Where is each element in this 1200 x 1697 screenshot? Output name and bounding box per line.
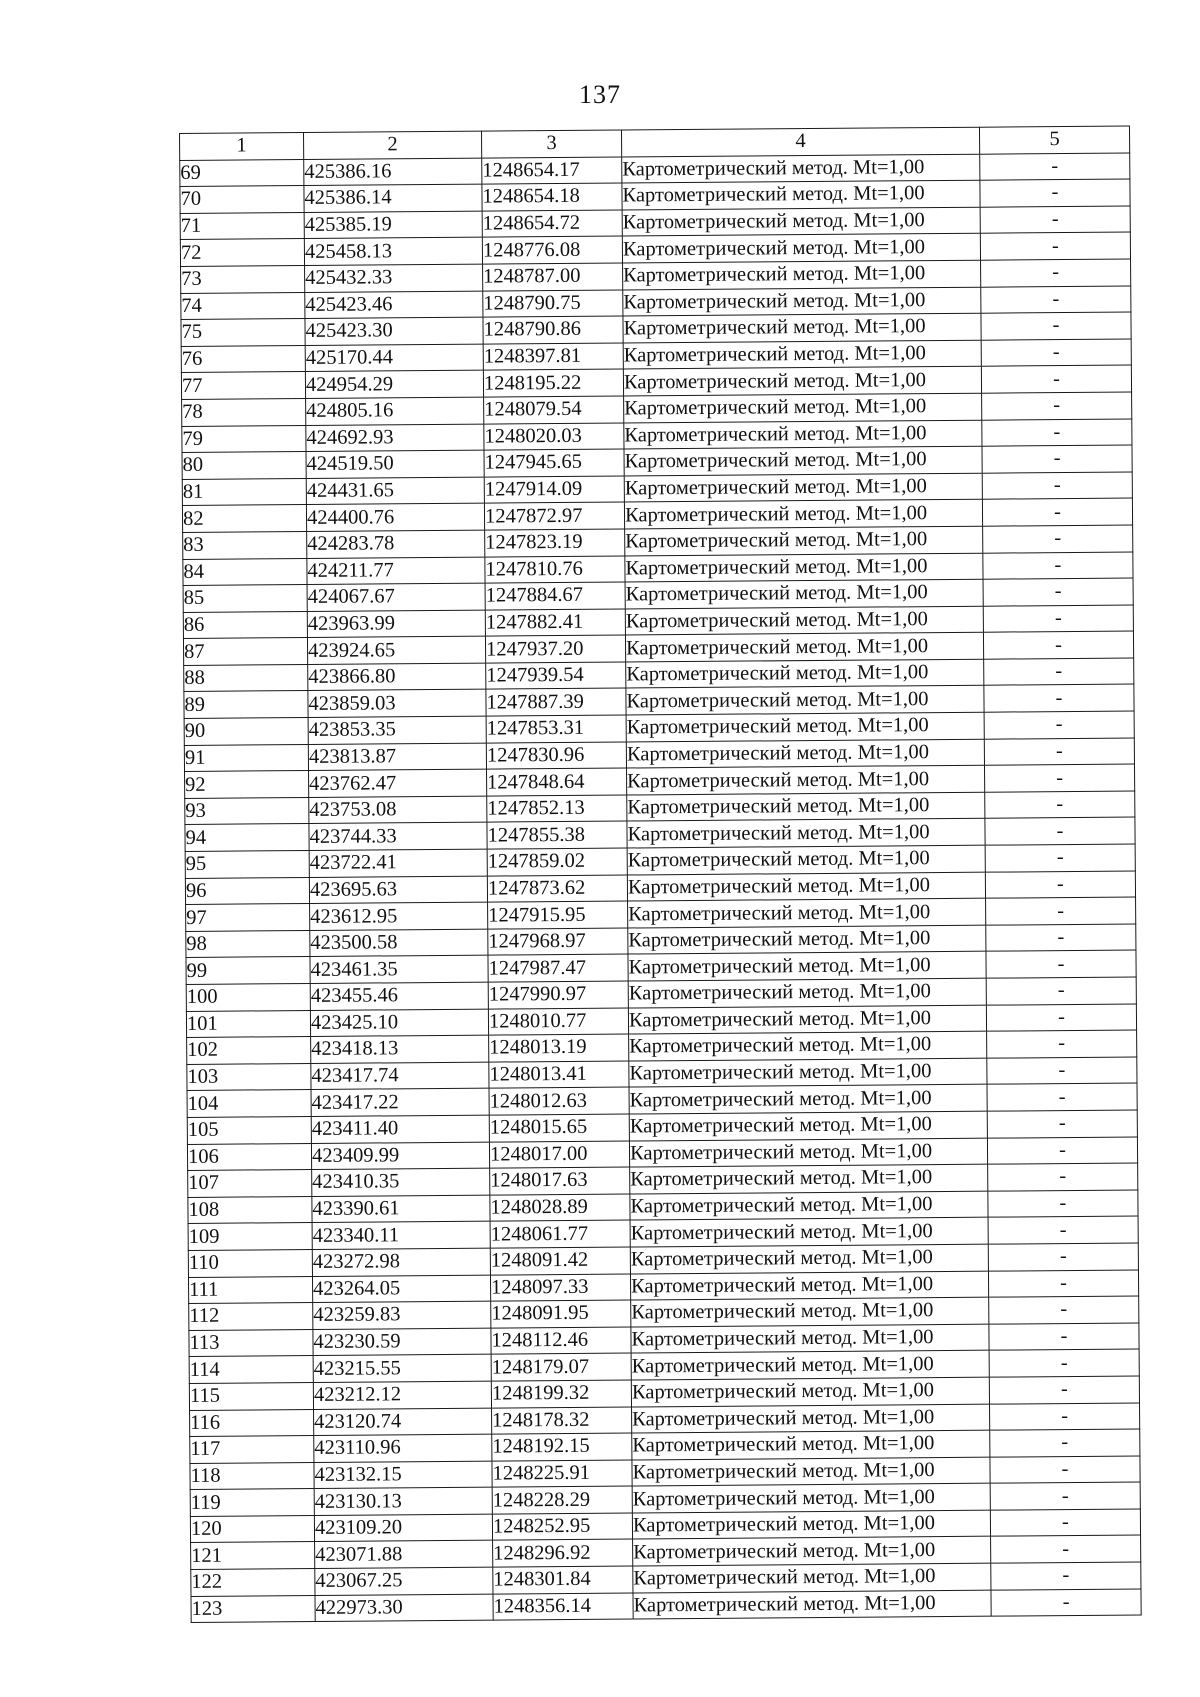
note-cell: - <box>988 1190 1138 1218</box>
y-coordinate-cell: 1248179.07 <box>491 1353 631 1381</box>
note-cell: - <box>991 1535 1141 1563</box>
x-coordinate-cell: 423753.08 <box>309 796 487 824</box>
point-number-cell: 117 <box>190 1436 314 1464</box>
method-cell: Картометрический метод. Mt=1,00 <box>629 1085 987 1114</box>
method-cell: Картометрический метод. Mt=1,00 <box>627 872 985 901</box>
y-coordinate-cell: 1248079.54 <box>484 396 624 424</box>
x-coordinate-cell: 423417.22 <box>311 1088 489 1116</box>
point-number-cell: 76 <box>181 345 305 373</box>
note-cell: - <box>980 153 1130 181</box>
point-number-cell: 88 <box>184 664 308 692</box>
y-coordinate-cell: 1247830.96 <box>486 742 626 770</box>
note-cell: - <box>982 498 1132 526</box>
note-cell: - <box>984 738 1134 766</box>
header-cell-2: 2 <box>304 131 482 159</box>
point-number-cell: 74 <box>181 292 305 320</box>
x-coordinate-cell: 423071.88 <box>315 1541 493 1569</box>
point-number-cell: 92 <box>185 771 309 799</box>
point-number-cell: 113 <box>189 1329 313 1357</box>
method-cell: Картометрический метод. Mt=1,00 <box>622 207 980 236</box>
note-cell: - <box>986 924 1136 952</box>
method-cell: Картометрический метод. Mt=1,00 <box>624 393 982 422</box>
coordinates-table <box>179 126 1142 1624</box>
point-number-cell: 100 <box>186 983 310 1011</box>
note-cell: - <box>984 658 1134 686</box>
coordinates-table-container <box>179 126 1141 1624</box>
point-number-cell: 112 <box>189 1303 313 1331</box>
method-cell: Картометрический метод. Mt=1,00 <box>627 819 985 848</box>
x-coordinate-cell: 423212.12 <box>313 1381 491 1409</box>
method-cell: Картометрический метод. Mt=1,00 <box>632 1510 990 1539</box>
point-number-cell: 69 <box>180 159 304 187</box>
point-number-cell: 116 <box>190 1409 314 1437</box>
note-cell: - <box>986 977 1136 1005</box>
point-number-cell: 109 <box>188 1223 312 1251</box>
point-number-cell: 77 <box>181 372 305 400</box>
y-coordinate-cell: 1248012.63 <box>489 1087 629 1115</box>
method-cell: Картометрический метод. Mt=1,00 <box>626 686 984 715</box>
x-coordinate-cell: 423130.13 <box>314 1487 492 1515</box>
note-cell: - <box>981 312 1131 340</box>
method-cell: Картометрический метод. Mt=1,00 <box>623 313 981 342</box>
x-coordinate-cell: 423411.40 <box>311 1115 489 1143</box>
point-number-cell: 115 <box>189 1382 313 1410</box>
note-cell: - <box>980 206 1130 234</box>
y-coordinate-cell: 1247859.02 <box>487 848 627 876</box>
point-number-cell: 111 <box>188 1276 312 1304</box>
table-body <box>180 153 1141 1623</box>
method-cell: Картометрический метод. Mt=1,00 <box>631 1297 989 1326</box>
x-coordinate-cell: 423924.65 <box>307 636 485 664</box>
note-cell: - <box>982 392 1132 420</box>
note-cell: - <box>985 817 1135 845</box>
x-coordinate-cell: 423500.58 <box>310 929 488 957</box>
x-coordinate-cell: 423455.46 <box>310 982 488 1010</box>
method-cell: Картометрический метод. Mt=1,00 <box>622 180 980 209</box>
note-cell: - <box>988 1163 1138 1191</box>
note-cell: - <box>988 1216 1138 1244</box>
point-number-cell: 90 <box>184 718 308 746</box>
x-coordinate-cell: 425432.33 <box>305 264 483 292</box>
y-coordinate-cell: 1248017.63 <box>490 1167 630 1195</box>
note-cell: - <box>985 791 1135 819</box>
y-coordinate-cell: 1248010.77 <box>488 1008 628 1036</box>
point-number-cell: 119 <box>190 1489 314 1517</box>
point-number-cell: 120 <box>190 1515 314 1543</box>
method-cell: Картометрический метод. Mt=1,00 <box>632 1483 990 1512</box>
method-cell: Картометрический метод. Mt=1,00 <box>631 1350 989 1379</box>
x-coordinate-cell: 423272.98 <box>312 1248 490 1276</box>
x-coordinate-cell: 423762.47 <box>309 769 487 797</box>
note-cell: - <box>990 1509 1140 1537</box>
y-coordinate-cell: 1248252.95 <box>492 1513 632 1541</box>
y-coordinate-cell: 1248199.32 <box>491 1380 631 1408</box>
method-cell: Картометрический метод. Mt=1,00 <box>623 340 981 369</box>
y-coordinate-cell: 1248787.00 <box>483 263 623 291</box>
y-coordinate-cell: 1248654.72 <box>482 210 622 238</box>
point-number-cell: 72 <box>180 239 304 267</box>
point-number-cell: 87 <box>183 638 307 666</box>
x-coordinate-cell: 423230.59 <box>313 1328 491 1356</box>
note-cell: - <box>989 1296 1139 1324</box>
point-number-cell: 89 <box>184 691 308 719</box>
x-coordinate-cell: 423410.35 <box>312 1168 490 1196</box>
note-cell: - <box>982 472 1132 500</box>
x-coordinate-cell: 423853.35 <box>308 716 486 744</box>
y-coordinate-cell: 1248225.91 <box>492 1460 632 1488</box>
header-cell-5: 5 <box>979 126 1129 154</box>
method-cell: Картометрический метод. Mt=1,00 <box>630 1218 988 1247</box>
method-cell: Картометрический метод. Mt=1,00 <box>626 712 984 741</box>
y-coordinate-cell: 1247884.67 <box>485 582 625 610</box>
x-coordinate-cell: 423109.20 <box>314 1514 492 1542</box>
method-cell: Картометрический метод. Mt=1,00 <box>623 260 981 289</box>
y-coordinate-cell: 1248356.14 <box>493 1593 633 1621</box>
x-coordinate-cell: 423866.80 <box>308 663 486 691</box>
y-coordinate-cell: 1247855.38 <box>487 821 627 849</box>
y-coordinate-cell: 1248790.75 <box>483 290 623 318</box>
point-number-cell: 75 <box>181 319 305 347</box>
point-number-cell: 121 <box>191 1542 315 1570</box>
page-number: 137 <box>579 80 621 109</box>
method-cell: Картометрический метод. Mt=1,00 <box>625 632 983 661</box>
y-coordinate-cell: 1247873.62 <box>487 875 627 903</box>
method-cell: Картометрический метод. Mt=1,00 <box>625 606 983 635</box>
y-coordinate-cell: 1248028.89 <box>490 1194 630 1222</box>
method-cell: Картометрический метод. Mt=1,00 <box>624 420 982 449</box>
note-cell: - <box>987 1137 1137 1165</box>
y-coordinate-cell: 1247990.97 <box>488 981 628 1009</box>
x-coordinate-cell: 424519.50 <box>306 450 484 478</box>
method-cell: Картометрический метод. Mt=1,00 <box>622 154 980 183</box>
point-number-cell: 104 <box>187 1090 311 1118</box>
note-cell: - <box>980 179 1130 207</box>
x-coordinate-cell: 424692.93 <box>306 424 484 452</box>
y-coordinate-cell: 1248790.86 <box>483 316 623 344</box>
point-number-cell: 91 <box>184 744 308 772</box>
point-number-cell: 80 <box>182 452 306 480</box>
point-number-cell: 94 <box>185 824 309 852</box>
note-cell: - <box>985 844 1135 872</box>
x-coordinate-cell: 423120.74 <box>314 1408 492 1436</box>
x-coordinate-cell: 425423.46 <box>305 291 483 319</box>
point-number-cell: 85 <box>183 585 307 613</box>
method-cell: Картометрический метод. Mt=1,00 <box>630 1271 988 1300</box>
y-coordinate-cell: 1247823.19 <box>485 529 625 557</box>
method-cell: Картометрический метод. Mt=1,00 <box>627 792 985 821</box>
y-coordinate-cell: 1248015.65 <box>489 1114 629 1142</box>
y-coordinate-cell: 1248013.41 <box>489 1061 629 1089</box>
x-coordinate-cell: 424431.65 <box>306 477 484 505</box>
y-coordinate-cell: 1247882.41 <box>485 609 625 637</box>
method-cell: Картометрический метод. Mt=1,00 <box>632 1404 990 1433</box>
method-cell: Картометрический метод. Mt=1,00 <box>628 978 986 1007</box>
point-number-cell: 78 <box>182 398 306 426</box>
method-cell: Картометрический метод. Mt=1,00 <box>629 1058 987 1087</box>
method-cell: Картометрический метод. Mt=1,00 <box>633 1537 991 1566</box>
note-cell: - <box>983 605 1133 633</box>
x-coordinate-cell: 423067.25 <box>315 1567 493 1595</box>
x-coordinate-cell: 422973.30 <box>315 1594 493 1622</box>
note-cell: - <box>983 525 1133 553</box>
y-coordinate-cell: 1248112.46 <box>491 1327 631 1355</box>
x-coordinate-cell: 425386.14 <box>304 184 482 212</box>
x-coordinate-cell: 423259.83 <box>313 1301 491 1329</box>
method-cell: Картометрический метод. Mt=1,00 <box>628 898 986 927</box>
method-cell: Картометрический метод. Mt=1,00 <box>622 234 980 263</box>
method-cell: Картометрический метод. Mt=1,00 <box>623 287 981 316</box>
point-number-cell: 105 <box>187 1116 311 1144</box>
y-coordinate-cell: 1247914.09 <box>484 476 624 504</box>
note-cell: - <box>983 631 1133 659</box>
point-number-cell: 96 <box>185 877 309 905</box>
x-coordinate-cell: 423963.99 <box>307 610 485 638</box>
note-cell: - <box>981 286 1131 314</box>
y-coordinate-cell: 1248192.15 <box>492 1433 632 1461</box>
x-coordinate-cell: 423215.55 <box>313 1354 491 1382</box>
point-number-cell: 70 <box>180 186 304 214</box>
x-coordinate-cell: 423110.96 <box>314 1434 492 1462</box>
method-cell: Картометрический метод. Mt=1,00 <box>628 952 986 981</box>
point-number-cell: 110 <box>188 1249 312 1277</box>
point-number-cell: 102 <box>187 1037 311 1065</box>
y-coordinate-cell: 1247968.97 <box>488 928 628 956</box>
note-cell: - <box>986 950 1136 978</box>
method-cell: Картометрический метод. Mt=1,00 <box>628 1005 986 1034</box>
point-number-cell: 83 <box>183 531 307 559</box>
method-cell: Картометрический метод. Mt=1,00 <box>629 1138 987 1167</box>
note-cell: - <box>985 871 1135 899</box>
x-coordinate-cell: 423417.74 <box>311 1062 489 1090</box>
y-coordinate-cell: 1248091.95 <box>491 1300 631 1328</box>
note-cell: - <box>987 1110 1137 1138</box>
x-coordinate-cell: 425385.19 <box>304 211 482 239</box>
point-number-cell: 82 <box>182 505 306 533</box>
method-cell: Картометрический метод. Mt=1,00 <box>623 367 981 396</box>
method-cell: Картометрический метод. Mt=1,00 <box>633 1563 991 1592</box>
y-coordinate-cell: 1247848.64 <box>487 768 627 796</box>
point-number-cell: 84 <box>183 558 307 586</box>
y-coordinate-cell: 1247939.54 <box>486 662 626 690</box>
x-coordinate-cell: 424283.78 <box>307 530 485 558</box>
x-coordinate-cell: 423813.87 <box>308 743 486 771</box>
note-cell: - <box>981 339 1131 367</box>
y-coordinate-cell: 1248228.29 <box>492 1486 632 1514</box>
point-number-cell: 103 <box>187 1063 311 1091</box>
point-number-cell: 98 <box>186 930 310 958</box>
x-coordinate-cell: 424954.29 <box>305 370 483 398</box>
note-cell: - <box>984 684 1134 712</box>
y-coordinate-cell: 1247937.20 <box>485 635 625 663</box>
method-cell: Картометрический метод. Mt=1,00 <box>630 1164 988 1193</box>
y-coordinate-cell: 1247915.95 <box>488 901 628 929</box>
method-cell: Картометрический метод. Mt=1,00 <box>625 579 983 608</box>
x-coordinate-cell: 425170.44 <box>305 344 483 372</box>
point-number-cell: 95 <box>185 851 309 879</box>
point-number-cell: 107 <box>188 1170 312 1198</box>
note-cell: - <box>987 1083 1137 1111</box>
note-cell: - <box>989 1349 1139 1377</box>
note-cell: - <box>989 1376 1139 1404</box>
method-cell: Картометрический метод. Mt=1,00 <box>625 553 983 582</box>
method-cell: Картометрический метод. Mt=1,00 <box>632 1430 990 1459</box>
header-cell-3: 3 <box>481 130 621 158</box>
y-coordinate-cell: 1247853.31 <box>486 715 626 743</box>
y-coordinate-cell: 1247887.39 <box>486 688 626 716</box>
x-coordinate-cell: 425386.16 <box>304 158 482 186</box>
y-coordinate-cell: 1247810.76 <box>485 556 625 584</box>
x-coordinate-cell: 423418.13 <box>311 1035 489 1063</box>
y-coordinate-cell: 1248654.18 <box>482 183 622 211</box>
point-number-cell: 86 <box>183 611 307 639</box>
y-coordinate-cell: 1248654.17 <box>482 157 622 185</box>
x-coordinate-cell: 424400.76 <box>306 503 484 531</box>
y-coordinate-cell: 1248195.22 <box>483 369 623 397</box>
y-coordinate-cell: 1247852.13 <box>487 795 627 823</box>
note-cell: - <box>987 1057 1137 1085</box>
note-cell: - <box>980 232 1130 260</box>
x-coordinate-cell: 423744.33 <box>309 823 487 851</box>
method-cell: Картометрический метод. Mt=1,00 <box>624 473 982 502</box>
y-coordinate-cell: 1247987.47 <box>488 954 628 982</box>
header-cell-4: 4 <box>621 127 979 156</box>
x-coordinate-cell: 424211.77 <box>307 557 485 585</box>
method-cell: Картометрический метод. Mt=1,00 <box>626 739 984 768</box>
method-cell: Картометрический метод. Mt=1,00 <box>629 1111 987 1140</box>
point-number-cell: 122 <box>191 1569 315 1597</box>
method-cell: Картометрический метод. Mt=1,00 <box>630 1191 988 1220</box>
method-cell: Картометрический метод. Mt=1,00 <box>630 1244 988 1273</box>
note-cell: - <box>990 1402 1140 1430</box>
y-coordinate-cell: 1248397.81 <box>483 343 623 371</box>
x-coordinate-cell: 425458.13 <box>304 237 482 265</box>
x-coordinate-cell: 423612.95 <box>310 902 488 930</box>
note-cell: - <box>982 419 1132 447</box>
point-number-cell: 93 <box>185 797 309 825</box>
point-number-cell: 101 <box>186 1010 310 1038</box>
x-coordinate-cell: 423264.05 <box>312 1275 490 1303</box>
point-number-cell: 79 <box>182 425 306 453</box>
y-coordinate-cell: 1248020.03 <box>484 423 624 451</box>
y-coordinate-cell: 1248776.08 <box>482 236 622 264</box>
note-cell: - <box>981 365 1131 393</box>
y-coordinate-cell: 1248017.00 <box>489 1141 629 1169</box>
point-number-cell: 106 <box>187 1143 311 1171</box>
y-coordinate-cell: 1248091.42 <box>490 1247 630 1275</box>
x-coordinate-cell: 423390.61 <box>312 1195 490 1223</box>
point-number-cell: 123 <box>191 1595 315 1623</box>
method-cell: Картометрический метод. Mt=1,00 <box>628 925 986 954</box>
point-number-cell: 73 <box>181 265 305 293</box>
point-number-cell: 99 <box>186 957 310 985</box>
note-cell: - <box>986 1004 1136 1032</box>
method-cell: Картометрический метод. Mt=1,00 <box>626 659 984 688</box>
x-coordinate-cell: 423340.11 <box>312 1221 490 1249</box>
y-coordinate-cell: 1248301.84 <box>493 1566 633 1594</box>
y-coordinate-cell: 1247872.97 <box>484 502 624 530</box>
method-cell: Картометрический метод. Mt=1,00 <box>624 446 982 475</box>
y-coordinate-cell: 1248013.19 <box>489 1034 629 1062</box>
x-coordinate-cell: 423461.35 <box>310 956 488 984</box>
x-coordinate-cell: 423132.15 <box>314 1461 492 1489</box>
method-cell: Картометрический метод. Mt=1,00 <box>627 845 985 874</box>
point-number-cell: 71 <box>180 212 304 240</box>
point-number-cell: 81 <box>182 478 306 506</box>
method-cell: Картометрический метод. Mt=1,00 <box>627 765 985 794</box>
note-cell: - <box>984 764 1134 792</box>
method-cell: Картометрический метод. Mt=1,00 <box>633 1590 991 1619</box>
note-cell: - <box>991 1589 1141 1617</box>
point-number-cell: 114 <box>189 1356 313 1384</box>
note-cell: - <box>986 897 1136 925</box>
y-coordinate-cell: 1247945.65 <box>484 449 624 477</box>
note-cell: - <box>983 552 1133 580</box>
y-coordinate-cell: 1248097.33 <box>490 1274 630 1302</box>
note-cell: - <box>987 1030 1137 1058</box>
note-cell: - <box>984 711 1134 739</box>
x-coordinate-cell: 423859.03 <box>308 690 486 718</box>
x-coordinate-cell: 425423.30 <box>305 317 483 345</box>
method-cell: Картометрический метод. Mt=1,00 <box>631 1377 989 1406</box>
note-cell: - <box>991 1562 1141 1590</box>
header-cell-1: 1 <box>180 133 304 161</box>
note-cell: - <box>982 445 1132 473</box>
x-coordinate-cell: 423409.99 <box>311 1142 489 1170</box>
note-cell: - <box>990 1456 1140 1484</box>
x-coordinate-cell: 423722.41 <box>309 849 487 877</box>
method-cell: Картометрический метод. Mt=1,00 <box>629 1031 987 1060</box>
method-cell: Картометрический метод. Mt=1,00 <box>631 1324 989 1353</box>
y-coordinate-cell: 1248296.92 <box>493 1539 633 1567</box>
point-number-cell: 97 <box>186 904 310 932</box>
note-cell: - <box>988 1270 1138 1298</box>
note-cell: - <box>990 1429 1140 1457</box>
note-cell: - <box>988 1243 1138 1271</box>
note-cell: - <box>983 578 1133 606</box>
note-cell: - <box>981 259 1131 287</box>
x-coordinate-cell: 423425.10 <box>310 1009 488 1037</box>
note-cell: - <box>989 1323 1139 1351</box>
x-coordinate-cell: 424805.16 <box>306 397 484 425</box>
x-coordinate-cell: 423695.63 <box>309 876 487 904</box>
point-number-cell: 108 <box>188 1196 312 1224</box>
method-cell: Картометрический метод. Mt=1,00 <box>632 1457 990 1486</box>
y-coordinate-cell: 1248061.77 <box>490 1220 630 1248</box>
point-number-cell: 118 <box>190 1462 314 1490</box>
note-cell: - <box>990 1482 1140 1510</box>
method-cell: Картометрический метод. Mt=1,00 <box>625 526 983 555</box>
y-coordinate-cell: 1248178.32 <box>492 1406 632 1434</box>
method-cell: Картометрический метод. Mt=1,00 <box>624 500 982 529</box>
x-coordinate-cell: 424067.67 <box>307 583 485 611</box>
